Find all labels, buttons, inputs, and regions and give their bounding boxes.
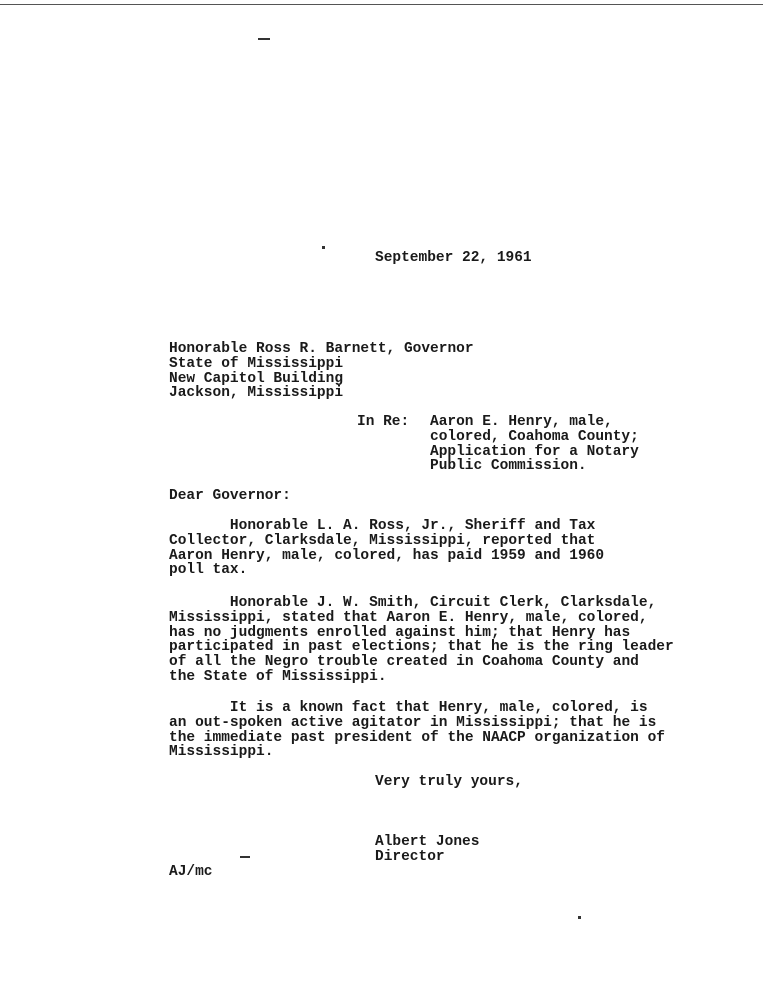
reference-label: In Re: [357,414,410,430]
salutation: Dear Governor: [169,488,291,504]
scan-speck [258,38,270,40]
body-paragraph-1 [169,519,604,578]
paragraph-line: Honorable L. A. Ross, Jr., Sheriff and Tax [169,518,596,534]
paragraph-line: Collector, Clarksdale, Mississippi, reported that [169,532,596,549]
body-paragraph-2 [169,596,674,685]
scan-speck [322,246,325,249]
scan-speck [578,916,581,919]
paragraph-line: Mississippi. [169,744,274,761]
reference-line: colored, Coahoma County; [430,428,639,445]
recipient-line: New Capitol Building [169,370,344,387]
reference-line: Public Commission. [430,458,587,475]
paragraph-line: participated in past elections; that he is the ring leader [169,639,674,656]
paragraph-line: Aaron Henry, male, colored, has paid 1959 and 1960 [169,547,605,564]
recipient-line: Jackson, Mississippi [169,385,344,402]
reference-line: Aaron E. Henry, male, [430,414,613,430]
reference-line: Application for a Notary [430,443,639,460]
reference-subject [430,415,639,474]
closing: Very truly yours, [375,774,523,790]
paragraph-line: poll tax. [169,562,248,579]
signer-name: Albert Jones [375,834,480,850]
paragraph-line: It is a known fact that Henry, male, colored, is [169,700,648,716]
paragraph-line: Honorable J. W. Smith, Circuit Clerk, Clarksdale, [169,595,657,611]
top-edge-line [0,4,763,5]
body-paragraph-3 [169,701,665,760]
paragraph-line: the immediate past president of the NAACP organization of [169,729,665,746]
paragraph-line: of all the Negro trouble created in Coahoma County and [169,654,639,671]
paragraph-line: an out-spoken active agitator in Mississippi; that he is [169,714,657,731]
recipient-line: Honorable Ross R. Barnett, Governor [169,341,474,357]
scan-speck [240,856,250,858]
signature-block [375,835,479,865]
paragraph-line: has no judgments enrolled against him; that Henry has [169,624,631,641]
reference-initials: AJ/mc [169,864,213,880]
recipient-address [169,342,474,401]
paragraph-line: Mississippi, stated that Aaron E. Henry, male, colored, [169,609,648,626]
signer-title: Director [375,848,445,865]
recipient-line: State of Mississippi [169,355,344,372]
letter-date: September 22, 1961 [375,250,532,266]
paragraph-line: the State of Mississippi. [169,668,387,685]
